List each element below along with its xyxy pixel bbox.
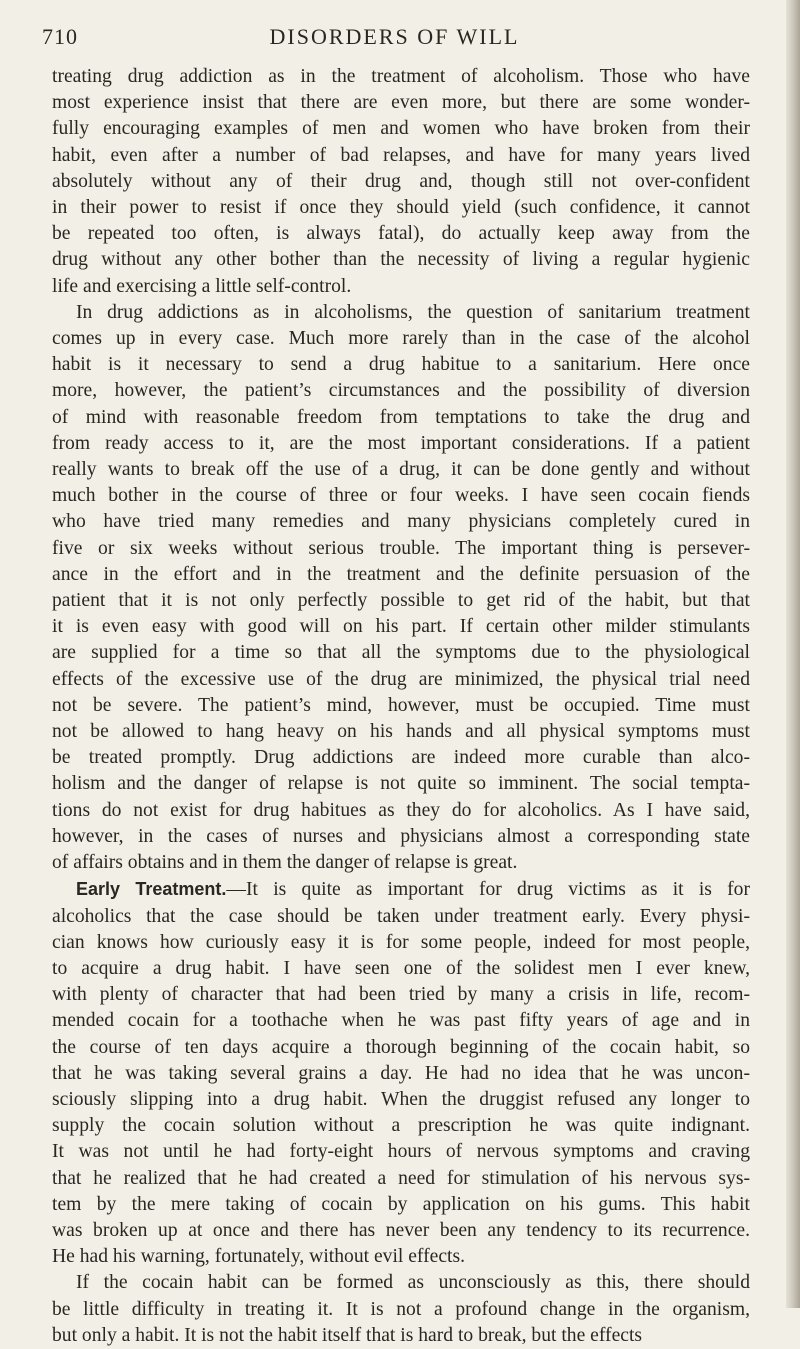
text-line xyxy=(52,1139,750,1165)
text-line xyxy=(52,824,750,850)
line-text: treating drug addiction as in the treatment of alcoholism. Those who have xyxy=(52,66,750,87)
line-text: five or six weeks without serious trouble. The important thing is persever- xyxy=(52,537,750,559)
text-line xyxy=(52,221,750,247)
page-number: 710 xyxy=(42,24,78,49)
text-line xyxy=(52,195,750,221)
line-text: but only a habit. It is not the habit itself that is hard to break, but the effects xyxy=(52,1324,643,1346)
text-line xyxy=(52,719,750,745)
paragraph xyxy=(52,876,750,1270)
line-text: much bother in the course of three or four weeks. I have seen cocain fiends xyxy=(52,485,750,507)
line-text: be little difficulty in treating it. It is not a profound change in the organism, xyxy=(52,1298,750,1320)
line-text: habit, even after a number of bad relapses, and have for many years lived xyxy=(52,144,750,166)
line-text: was broken up at once and there has never been any tendency to its recurrence. xyxy=(52,1219,750,1241)
line-text: to acquire a drug habit. I have seen one of the solidest men I ever knew, xyxy=(52,957,750,979)
text-line xyxy=(52,982,750,1008)
line-text: tem by the mere taking of cocain by application on his gums. This habit xyxy=(52,1193,750,1215)
line-text: of mind with reasonable freedom from temptations to take the drug and xyxy=(52,406,750,428)
text-line xyxy=(52,850,750,876)
line-text: comes up in every case. Much more rarely than in the case of the alcohol xyxy=(52,328,750,350)
text-line xyxy=(52,274,750,300)
text-line xyxy=(52,116,750,142)
text-line xyxy=(52,614,750,640)
text-line xyxy=(52,1270,750,1296)
text-line xyxy=(52,1035,750,1061)
text-line xyxy=(52,1323,750,1349)
text-line xyxy=(52,1297,750,1323)
text-line xyxy=(52,457,750,483)
line-text: In drug addictions as in alcoholisms, the question of sanitarium treatment xyxy=(76,301,750,323)
line-text: most experience insist that there are even more, but there are some wonder- xyxy=(52,92,750,114)
text-line xyxy=(52,771,750,797)
text-line xyxy=(52,904,750,930)
text-line xyxy=(52,693,750,719)
line-text: —It is quite as important for drug victims as it is for xyxy=(226,879,751,901)
text-line xyxy=(52,956,750,982)
line-text: mended cocain for a toothache when he was past fifty years of age and in xyxy=(52,1010,750,1032)
line-text: alcoholics that the case should be taken under treatment early. Every physi- xyxy=(52,905,750,927)
line-text: with plenty of character that had been tried by many a crisis in life, recom- xyxy=(52,984,750,1006)
text-line xyxy=(52,930,750,956)
text-line xyxy=(52,509,750,535)
line-text: He had his warning, fortunately, without evil effects. xyxy=(52,1246,465,1268)
text-line xyxy=(52,1087,750,1113)
paragraph xyxy=(52,64,750,300)
text-line xyxy=(52,247,750,273)
page-header xyxy=(42,14,747,54)
line-text: tions do not exist for drug habitues as they do for alcoholics. As I have said, xyxy=(52,799,750,821)
line-text: cian knows how curiously easy it is for some people, indeed for most people, xyxy=(52,931,750,953)
line-text: absolutely without any of their drug and, though still not over-confident xyxy=(52,170,750,192)
line-text: fully encouraging examples of men and women who have broken from their xyxy=(52,118,750,140)
text-line xyxy=(52,1113,750,1139)
text-line xyxy=(52,378,750,404)
text-line xyxy=(52,300,750,326)
line-text: holism and the danger of relapse is not quite so imminent. The social tempta- xyxy=(52,773,750,795)
line-text: sciously slipping into a drug habit. When the druggist refused any longer to xyxy=(52,1088,750,1110)
paragraph xyxy=(52,300,750,876)
line-text: not be allowed to hang heavy on his hands and all physical symptoms must xyxy=(52,721,750,743)
line-text: drug without any other bother than the necessity of living a regular hygienic xyxy=(52,249,750,271)
text-line xyxy=(52,143,750,169)
line-text: however, in the cases of nurses and physicians almost a corresponding state xyxy=(52,825,750,847)
text-line xyxy=(52,798,750,824)
text-line xyxy=(52,536,750,562)
body-text xyxy=(52,64,750,1349)
line-text: really wants to break off the use of a drug, it can be done gently and without xyxy=(52,459,750,481)
paragraph xyxy=(52,1270,750,1349)
line-text: in their power to resist if once they should yield (such confidence, it cannot xyxy=(52,197,750,219)
line-text: not be severe. The patient’s mind, however, must be occupied. Time must xyxy=(52,694,750,716)
section-heading: Early Treatment. xyxy=(76,879,227,900)
text-line xyxy=(52,562,750,588)
text-line xyxy=(52,405,750,431)
text-line xyxy=(52,1244,750,1270)
line-text: habit is it necessary to send a drug habitue to a sanitarium. Here once xyxy=(52,354,750,376)
text-line xyxy=(52,667,750,693)
text-line xyxy=(52,90,750,116)
line-text: effects of the excessive use of the drug are minimized, the physical trial need xyxy=(52,668,750,690)
line-text: more, however, the patient’s circumstances and the possibility of diversion xyxy=(52,380,750,402)
line-text: life and exercising a little self-control. xyxy=(52,275,352,297)
text-line xyxy=(52,64,750,90)
line-text: be repeated too often, is always fatal), do actually keep away from the xyxy=(52,223,750,245)
line-text: it is even easy with good will on his part. If certain other milder stimulants xyxy=(52,616,750,638)
line-text: that he was taking several grains a day. He had no idea that he was uncon- xyxy=(52,1062,750,1084)
line-text: supply the cocain solution without a prescription he was quite indignant. xyxy=(52,1115,750,1137)
text-line xyxy=(52,1166,750,1192)
text-line xyxy=(52,876,750,903)
text-line xyxy=(52,326,750,352)
line-text: If the cocain habit can be formed as unconsciously as this, there should xyxy=(76,1272,750,1294)
text-line xyxy=(52,169,750,195)
line-text: who have tried many remedies and many physicians completely cured in xyxy=(52,511,750,533)
text-line xyxy=(52,1008,750,1034)
line-text: ance in the effort and in the treatment and the definite persuasion of the xyxy=(52,563,750,585)
page-edge xyxy=(786,0,800,1308)
line-text: that he realized that he had created a need for stimulation of his nervous sys- xyxy=(52,1167,750,1189)
text-line xyxy=(52,745,750,771)
text-line xyxy=(52,588,750,614)
line-text: of affairs obtains and in them the danger of relapse is great. xyxy=(52,852,518,874)
text-line xyxy=(52,1218,750,1244)
line-text: be treated promptly. Drug addictions are indeed more curable than alco- xyxy=(52,747,750,769)
line-text: are supplied for a time so that all the symptoms due to the physiological xyxy=(52,642,750,664)
running-head: DISORDERS OF WILL xyxy=(269,24,520,49)
line-text: patient that it is not only perfectly possible to get rid of the habit, but that xyxy=(52,590,750,612)
line-text: from ready access to it, are the most important considerations. If a patient xyxy=(52,432,750,454)
text-line xyxy=(52,483,750,509)
text-line xyxy=(52,431,750,457)
text-line xyxy=(52,640,750,666)
text-line xyxy=(52,1192,750,1218)
text-line xyxy=(52,1061,750,1087)
text-line xyxy=(52,352,750,378)
line-text: It was not until he had forty-eight hours of nervous symptoms and craving xyxy=(52,1141,750,1163)
line-text: the course of ten days acquire a thorough beginning of the cocain habit, so xyxy=(52,1036,750,1058)
